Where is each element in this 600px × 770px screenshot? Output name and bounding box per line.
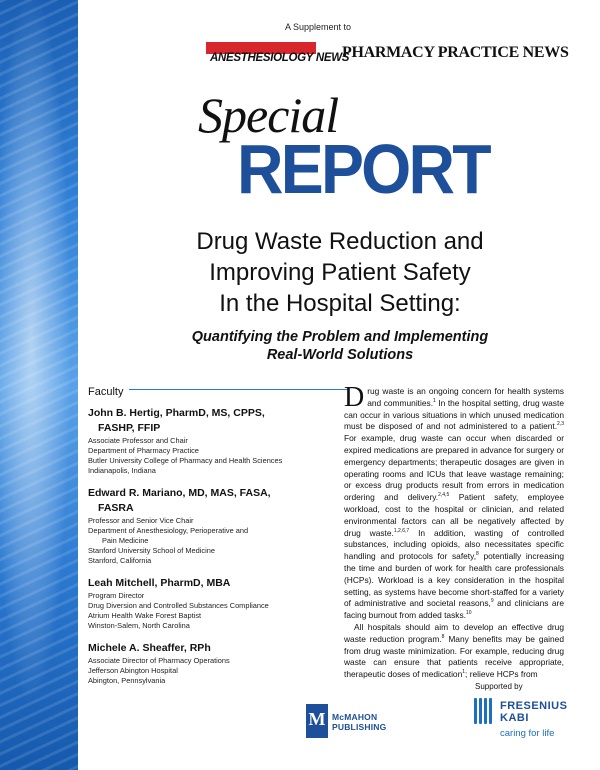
faculty-member xyxy=(88,486,328,566)
fresenius-kabi-logo xyxy=(474,698,574,742)
faculty-name xyxy=(88,641,328,656)
supported-by-label: Supported by xyxy=(475,682,523,691)
faculty-affiliation-line: Butler University College of Pharmacy and Health Sciences xyxy=(88,456,283,465)
faculty-affiliation-line: Associate Professor and Chair xyxy=(88,436,188,445)
mcmahon-publishing-logo xyxy=(306,704,406,744)
fresenius-tagline: caring for life xyxy=(500,728,555,739)
faculty-affiliation-line: Indianapolis, Indiana xyxy=(88,466,156,475)
faculty-affiliation-line: Abington, Pennsylvania xyxy=(88,676,166,685)
mcmahon-logo-mark: M xyxy=(306,704,328,738)
faculty-affiliation-line: Drug Diversion and Controlled Substances Compliance xyxy=(88,601,269,610)
faculty-heading-label: Faculty xyxy=(88,386,129,398)
masthead-report: REPORT xyxy=(237,130,489,208)
article-paragraph xyxy=(344,382,565,622)
faculty-affiliation-line: Winston-Salem, North Carolina xyxy=(88,621,190,630)
pharmacy-practice-news-logo: PHARMACY PRACTICE NEWS xyxy=(342,44,569,61)
faculty-affiliation-line: Stanford, California xyxy=(88,556,152,565)
faculty-affiliation-line: Program Director xyxy=(88,591,145,600)
faculty-name-line: Edward R. Mariano, MD, MAS, FASA, xyxy=(88,487,271,499)
faculty-name-line: FASHP, FFIP xyxy=(98,422,161,434)
faculty-affiliation-line: Stanford University School of Medicine xyxy=(88,546,215,555)
blue-sidebar-decoration xyxy=(0,0,78,770)
article-paragraph-text: rug waste is an ongoing concern for health systems and communities.$^1$ In the hospital setting, drug waste can occur in various situations in which unused medication must be disposed of and not administered to a patient.$^{2,3}$ For example, drug waste can occur when discarded or expired medications are prepared in advance for surgery or emergency departments; therapeutic dosages are given in operating rooms and ICUs that leave wastage remaining; or excess drug products result from errors in medication ordering and delivery.$^{2,4,5}$ Patient safety, employee workload, cost to the hospital or clinician, and related environmental factors can all be negatively affected by drug waste.$^{1,2,6,7}$ In addition, wasting of controlled substances, including opioids, also necessitates specific handling and protocols for safety,$^8$ potentially increasing the time and burden of work for health care professionals (HCPs). Workload is a key consideration in the hospital setting, as systems have become short-staffed for a variety of administrative and societal reasons,$^9$ and clinicians are facing burnout from added tasks.$^{10}$ xyxy=(344,386,565,621)
logo-stripe xyxy=(474,698,477,724)
faculty-affiliation-line: Pain Medicine xyxy=(102,536,149,545)
faculty-affiliation-line: Atrium Health Wake Forest Baptist xyxy=(88,611,202,620)
fresenius-logo-text: KABI xyxy=(500,712,529,724)
mcmahon-logo-text: PUBLISHING xyxy=(332,722,387,732)
fresenius-logo-text: FRESENIUS xyxy=(500,700,568,712)
supplement-label: A Supplement to xyxy=(285,22,352,32)
title-line: Improving Patient Safety xyxy=(209,259,471,286)
faculty-member xyxy=(88,641,328,686)
faculty-affiliation-line: Associate Director of Pharmacy Operations xyxy=(88,656,230,665)
faculty-name-line: FASRA xyxy=(98,502,134,514)
faculty-affiliation-line: Department of Pharmacy Practice xyxy=(88,446,199,455)
logo-stripe xyxy=(484,698,487,724)
faculty-name-line: John B. Hertig, PharmD, MS, CPPS, xyxy=(88,407,265,419)
faculty-name-line: Leah Mitchell, PharmD, MBA xyxy=(88,577,231,589)
faculty-affiliation-line: Jefferson Abington Hospital xyxy=(88,666,178,675)
faculty-member xyxy=(88,406,328,476)
title-line: In the Hospital Setting: xyxy=(219,290,461,317)
masthead-special: Special xyxy=(198,87,339,143)
article-paragraph-text: All hospitals should aim to develop an effective drug waste reduction program.$^8$ Many benefits may be gained from drug waste minimization. For example, reducing drug waste can ensure that patients receive appropriate, therapeutic doses of medication$^1$; relieve HCPs from xyxy=(344,621,565,680)
document-title xyxy=(120,226,560,319)
title-line: Drug Waste Reduction and xyxy=(196,228,484,255)
faculty-name xyxy=(88,486,328,516)
faculty-list xyxy=(88,406,328,696)
faculty-heading xyxy=(88,382,348,400)
subtitle-line: Real-World Solutions xyxy=(266,347,414,363)
faculty-affiliation-line: Professor and Senior Vice Chair xyxy=(88,516,194,525)
mcmahon-logo-text: McMAHON xyxy=(332,712,378,722)
fresenius-logo-mark xyxy=(474,698,494,724)
article-body xyxy=(344,382,565,681)
faculty-name xyxy=(88,576,328,591)
anesthesiology-news-logo xyxy=(206,42,350,72)
anesthesiology-news-text: ANESTHESIOLOGY NEWS xyxy=(210,52,350,64)
subtitle-line: Quantifying the Problem and Implementing xyxy=(191,329,489,345)
faculty-name xyxy=(88,406,328,436)
document-subtitle xyxy=(120,328,560,364)
logo-stripe xyxy=(489,698,492,724)
faculty-affiliation-line: Department of Anesthesiology, Perioperative and xyxy=(88,526,249,535)
faculty-member xyxy=(88,576,328,631)
faculty-name-line: Michele A. Sheaffer, RPh xyxy=(88,642,211,654)
drop-cap: D xyxy=(344,382,365,413)
article-paragraph xyxy=(344,622,564,681)
logo-stripe xyxy=(479,698,482,724)
